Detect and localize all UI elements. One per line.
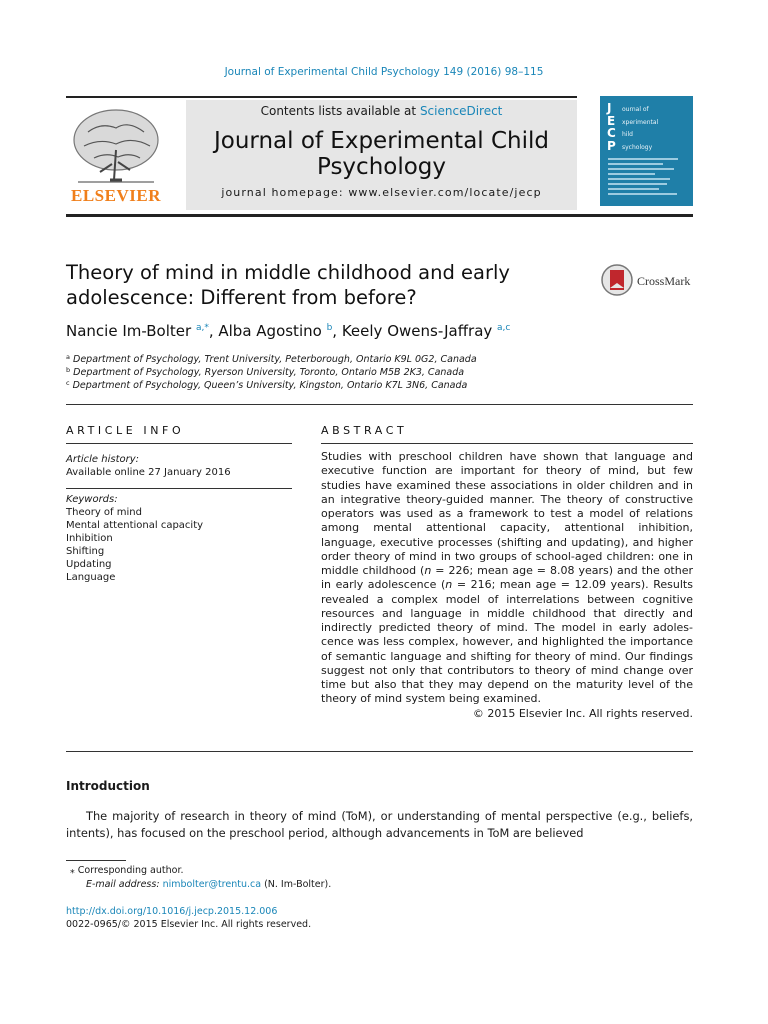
cover-word: xperimental [622, 118, 659, 126]
author-name: Keely Owens-Jaffray [341, 322, 493, 340]
journal-homepage[interactable]: journal homepage: www.elsevier.com/locate/jecp [221, 186, 542, 199]
author-list: Nancie Im-Bolter $^{a,*}$, Alba Agostino $^b$, Keely Owens-Jaffray $^{a,c}$ [66, 322, 511, 340]
keywords-label: Keywords: [66, 494, 118, 505]
introduction-text: The majority of research in theory of mind (ToM), or understanding of mental perspective (e.g., beliefs, intents), has focused on the preschool period, although advancements in ToM are believed [66, 809, 693, 840]
affiliation: $^c$ Department of Psychology, Queen’s University, Kingston, Ontario K7L 3N6, Canada [66, 379, 468, 391]
divider [66, 488, 292, 489]
journal-cover-image [600, 96, 693, 206]
article-history-value: Available online 27 January 2016 [66, 467, 231, 478]
footnote-rule [66, 860, 126, 861]
author-affiliation-marker[interactable]: b [326, 323, 333, 333]
header-bottom-rule [66, 214, 693, 217]
cover-letter: C [607, 126, 616, 140]
affiliation: $^b$ Department of Psychology, Ryerson University, Toronto, Ontario M5B 2K3, Canada [66, 366, 465, 378]
journal-title: Journal of Experimental Child Psychology [213, 128, 550, 180]
cover-letter: P [607, 138, 616, 153]
article-history-label: Article history: [66, 454, 140, 465]
divider [66, 404, 693, 405]
keyword: Theory of mind [66, 507, 142, 518]
header-top-rule [66, 96, 577, 98]
cover-words [622, 104, 684, 154]
doi-link[interactable]: http://dx.doi.org/10.1016/j.jecp.2015.12.006 [66, 906, 278, 917]
email-link[interactable]: nimbolter@trentu.ca [162, 879, 262, 890]
cover-text-lines [608, 158, 686, 198]
cover-letter: J [607, 101, 612, 115]
cover-word: ournal of [622, 106, 649, 113]
crossmark-label[interactable]: CrossMark [637, 274, 691, 288]
contents-availability [186, 104, 577, 118]
author-affiliation-marker[interactable]: a,* [195, 323, 209, 333]
introduction-heading: Introduction [66, 779, 150, 793]
author-affiliation-marker[interactable]: a,c [497, 323, 511, 333]
cover-word: hild [622, 131, 633, 138]
keyword-list [66, 506, 203, 584]
divider [321, 443, 693, 444]
affiliation: $^a$ Department of Psychology, Trent University, Peterborough, Ontario K9L 0G2, Canada [66, 353, 477, 365]
keyword: Language [66, 572, 116, 583]
article-title: Theory of mind in middle childhood and early adolescence: Different from before? [66, 261, 510, 309]
footnote-star: ⁎ [70, 865, 75, 876]
email-note: E-mail address: nimbolter@trentu.ca (N. Im-Bolter). [86, 879, 332, 890]
keyword: Shifting [66, 546, 105, 557]
abstract-copyright: © 2015 Elsevier Inc. All rights reserved. [472, 706, 693, 720]
cover-letters [607, 102, 616, 152]
cover-letter: E [607, 113, 616, 128]
keyword: Inhibition [66, 533, 113, 544]
sciencedirect-link[interactable]: ScienceDirect [419, 104, 503, 118]
author-name: Alba Agostino [218, 322, 322, 340]
author-name: Nancie Im-Bolter [66, 322, 192, 340]
abstract-text: Studies with preschool children have shown that language and executive function are important for theory of mind, but few studies have examined these associations in older children and in an integrative theory-guided manner. The theory of constructive operators was used as a framework to test a model of relations among mental attentional capacity, attentional inhibition, language, executive processes (shifting and updating), and higher order theory of mind in two groups of school-aged children: one in middle childhood (n = 226; mean age = 8.08 years) and the other in early adolescence (n = 216; mean age = 12.09 years). Results revealed a complex model of interrelations between cognitive resources and language in middle childhood that directly and indirectly predicted theory of mind. The model in early adolescence was less complex, however, and highlighted the importance of semantic language and shifting for theory of mind. Our findings suggest not only that contributors to theory of mind change over time but also that they may depend on the maturity level of the theory of mind system being examined. © 2015 Elsevier Inc. All rights reserved. [321, 450, 694, 720]
elsevier-logo: ELSEVIER [71, 186, 161, 205]
keyword: Updating [66, 559, 112, 570]
cover-word: sychology [622, 143, 653, 151]
abstract-heading: ABSTRACT [321, 424, 408, 437]
issn-copyright: 0022-0965/© 2015 Elsevier Inc. All rights reserved. [66, 919, 312, 930]
corresponding-author-note: ⁎ Corresponding author. [70, 865, 184, 876]
article-info-heading: ARTICLE INFO [66, 424, 185, 437]
journal-reference-link[interactable]: Journal of Experimental Child Psychology 149 (2016) 98–115 [224, 66, 544, 78]
divider [66, 443, 292, 444]
contents-prefix: Contents lists available at [260, 104, 420, 118]
keyword: Mental attentional capacity [66, 520, 204, 531]
divider [66, 751, 693, 752]
